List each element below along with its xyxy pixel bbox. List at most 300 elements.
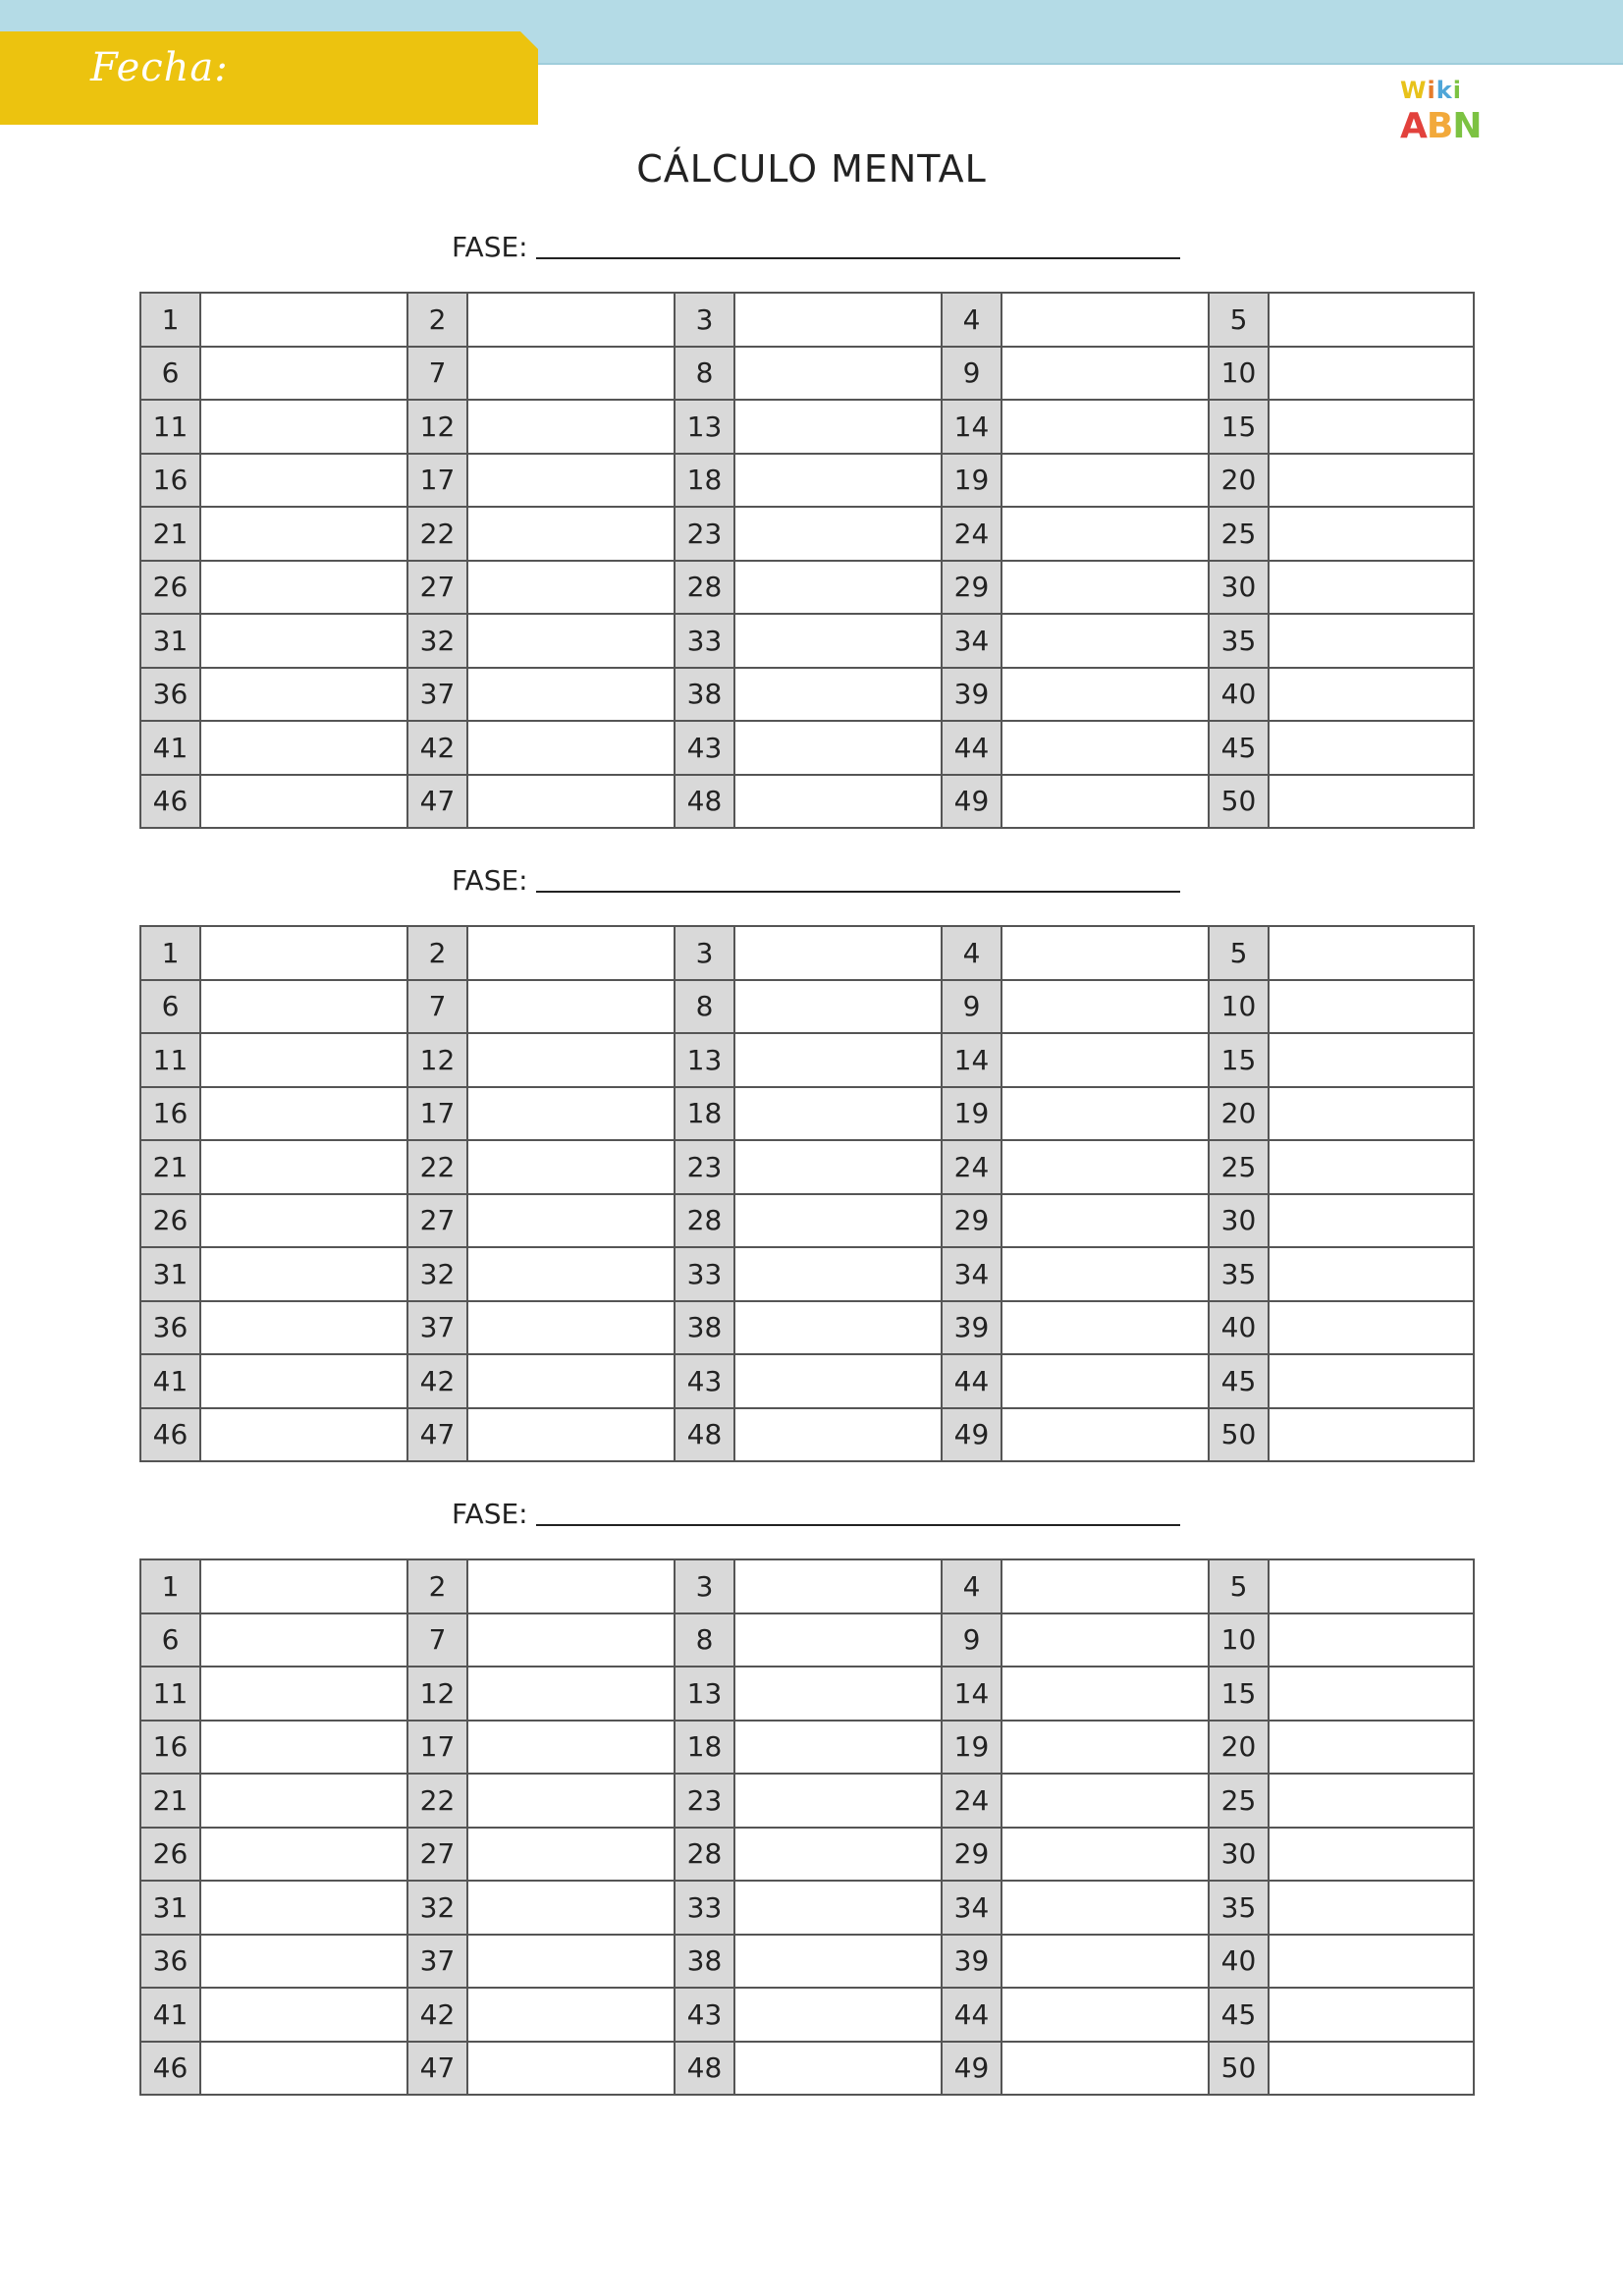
table-row — [140, 400, 1474, 454]
answer-cell[interactable] — [200, 1667, 407, 1721]
answer-cell[interactable] — [734, 926, 942, 980]
fase-input-line[interactable] — [536, 891, 1180, 893]
question-number: 30 — [1209, 1194, 1269, 1248]
answer-cell[interactable] — [1001, 1721, 1209, 1775]
question-number: 35 — [1209, 1881, 1269, 1935]
top-band-divider — [538, 63, 1623, 65]
question-number: 48 — [675, 2042, 734, 2096]
answer-cell[interactable] — [734, 1087, 942, 1141]
question-number: 15 — [1209, 1667, 1269, 1721]
question-number: 30 — [1209, 561, 1269, 615]
question-number: 7 — [407, 347, 467, 401]
wiki-abn-logo — [1400, 77, 1482, 153]
answer-cell[interactable] — [200, 1828, 407, 1882]
answer-cell[interactable] — [467, 721, 675, 775]
question-number: 35 — [1209, 1247, 1269, 1301]
answer-cell[interactable] — [467, 561, 675, 615]
answer-cell[interactable] — [467, 614, 675, 668]
question-number: 33 — [675, 1247, 734, 1301]
answer-cell[interactable] — [1001, 926, 1209, 980]
answer-cell[interactable] — [467, 1087, 675, 1141]
answer-cell[interactable] — [734, 347, 942, 401]
fase-input-line[interactable] — [536, 1524, 1180, 1526]
table-row — [140, 1559, 1474, 1613]
question-number: 2 — [407, 1559, 467, 1613]
answer-cell[interactable] — [467, 1828, 675, 1882]
answer-cell[interactable] — [1269, 1140, 1474, 1194]
answer-cell[interactable] — [467, 1301, 675, 1355]
answer-cell[interactable] — [200, 1559, 407, 1613]
answer-cell[interactable] — [1001, 1194, 1209, 1248]
answer-cell[interactable] — [1269, 400, 1474, 454]
answer-cell[interactable] — [1001, 721, 1209, 775]
answer-cell[interactable] — [1269, 1247, 1474, 1301]
table-row — [140, 1247, 1474, 1301]
answer-cell[interactable] — [200, 1140, 407, 1194]
answer-cell[interactable] — [734, 721, 942, 775]
logo-letter: W — [1400, 77, 1428, 104]
answer-cell[interactable] — [200, 1613, 407, 1667]
answer-cell[interactable] — [1269, 454, 1474, 508]
question-number: 20 — [1209, 1087, 1269, 1141]
answer-cell[interactable] — [734, 293, 942, 347]
question-number: 28 — [675, 561, 734, 615]
fase-row — [452, 224, 1180, 263]
answer-cell[interactable] — [200, 1033, 407, 1087]
answer-cell[interactable] — [200, 980, 407, 1034]
answer-cell[interactable] — [200, 1354, 407, 1408]
question-number: 2 — [407, 926, 467, 980]
answer-cell[interactable] — [467, 454, 675, 508]
question-number: 46 — [140, 2042, 200, 2096]
answer-cell[interactable] — [734, 1033, 942, 1087]
question-number: 39 — [942, 668, 1001, 722]
answer-cell[interactable] — [467, 1408, 675, 1462]
answer-cell[interactable] — [200, 1408, 407, 1462]
question-number: 27 — [407, 1828, 467, 1882]
table-row — [140, 561, 1474, 615]
answer-cell[interactable] — [1001, 1354, 1209, 1408]
question-number: 24 — [942, 1140, 1001, 1194]
answer-cell[interactable] — [200, 400, 407, 454]
question-number: 3 — [675, 926, 734, 980]
table-row — [140, 1774, 1474, 1828]
answer-cell[interactable] — [1269, 1033, 1474, 1087]
answer-cell[interactable] — [734, 1613, 942, 1667]
question-number: 35 — [1209, 614, 1269, 668]
question-number: 48 — [675, 1408, 734, 1462]
question-number: 40 — [1209, 1935, 1269, 1989]
table-row — [140, 507, 1474, 561]
answer-cell[interactable] — [1269, 721, 1474, 775]
fecha-tab — [0, 31, 538, 125]
answer-cell[interactable] — [467, 1774, 675, 1828]
answer-cell[interactable] — [467, 1354, 675, 1408]
logo-letter: B — [1426, 106, 1453, 146]
answer-cell[interactable] — [200, 1247, 407, 1301]
table-row — [140, 1301, 1474, 1355]
question-number: 28 — [675, 1194, 734, 1248]
answer-cell[interactable] — [200, 775, 407, 829]
answer-cell[interactable] — [467, 347, 675, 401]
question-number: 9 — [942, 980, 1001, 1034]
answer-cell[interactable] — [1001, 1301, 1209, 1355]
question-number: 32 — [407, 614, 467, 668]
question-number: 42 — [407, 1988, 467, 2042]
question-number: 10 — [1209, 980, 1269, 1034]
question-number: 43 — [675, 1988, 734, 2042]
question-number: 44 — [942, 721, 1001, 775]
question-number: 23 — [675, 507, 734, 561]
answer-cell[interactable] — [734, 614, 942, 668]
answer-cell[interactable] — [467, 1613, 675, 1667]
answer-cell[interactable] — [1001, 1247, 1209, 1301]
question-number: 22 — [407, 1140, 467, 1194]
fase-row — [452, 1491, 1180, 1530]
answer-cell[interactable] — [467, 1559, 675, 1613]
answer-cell[interactable] — [200, 1881, 407, 1935]
answer-cell[interactable] — [1269, 1881, 1474, 1935]
answer-cell[interactable] — [467, 1194, 675, 1248]
answer-cell[interactable] — [734, 1140, 942, 1194]
fecha-label: Fecha: — [90, 45, 229, 90]
answer-cell[interactable] — [1269, 1301, 1474, 1355]
question-number: 31 — [140, 614, 200, 668]
answer-cell[interactable] — [1269, 1087, 1474, 1141]
question-number: 15 — [1209, 1033, 1269, 1087]
answer-cell[interactable] — [1001, 293, 1209, 347]
question-number: 20 — [1209, 454, 1269, 508]
question-number: 13 — [675, 400, 734, 454]
answer-cell[interactable] — [1001, 668, 1209, 722]
question-number: 9 — [942, 347, 1001, 401]
answer-cell[interactable] — [200, 668, 407, 722]
question-number: 38 — [675, 668, 734, 722]
question-number: 12 — [407, 400, 467, 454]
answer-cell[interactable] — [1001, 1559, 1209, 1613]
answer-cell[interactable] — [467, 293, 675, 347]
logo-letter: i — [1452, 77, 1462, 104]
question-number: 49 — [942, 1408, 1001, 1462]
answer-cell[interactable] — [1269, 926, 1474, 980]
answer-cell[interactable] — [200, 561, 407, 615]
logo-letter: k — [1435, 77, 1453, 104]
question-number: 45 — [1209, 1988, 1269, 2042]
answer-cell[interactable] — [1001, 400, 1209, 454]
table-row — [140, 1354, 1474, 1408]
question-number: 16 — [140, 1721, 200, 1775]
answer-cell[interactable] — [1269, 1988, 1474, 2042]
table-row — [140, 1087, 1474, 1141]
answer-cell[interactable] — [734, 1881, 942, 1935]
question-number: 21 — [140, 1140, 200, 1194]
answer-cell[interactable] — [1001, 561, 1209, 615]
question-number: 5 — [1209, 1559, 1269, 1613]
question-number: 1 — [140, 293, 200, 347]
question-number: 6 — [140, 980, 200, 1034]
question-number: 17 — [407, 454, 467, 508]
answer-cell[interactable] — [734, 1988, 942, 2042]
answer-cell[interactable] — [734, 1194, 942, 1248]
question-number: 22 — [407, 507, 467, 561]
question-number: 36 — [140, 1935, 200, 1989]
question-number: 40 — [1209, 668, 1269, 722]
question-number: 36 — [140, 668, 200, 722]
question-number: 10 — [1209, 1613, 1269, 1667]
question-number: 3 — [675, 293, 734, 347]
table-row — [140, 454, 1474, 508]
answer-cell[interactable] — [734, 1721, 942, 1775]
question-number: 50 — [1209, 2042, 1269, 2096]
answer-cell[interactable] — [200, 2042, 407, 2096]
answer-cell[interactable] — [1269, 775, 1474, 829]
answer-cell[interactable] — [200, 1774, 407, 1828]
table-row — [140, 347, 1474, 401]
answer-cell[interactable] — [734, 561, 942, 615]
question-number: 47 — [407, 775, 467, 829]
answer-cell[interactable] — [200, 1301, 407, 1355]
fase-label: FASE: — [452, 231, 528, 263]
answer-cell[interactable] — [1001, 2042, 1209, 2096]
table-row — [140, 1881, 1474, 1935]
question-number: 38 — [675, 1301, 734, 1355]
answer-cell[interactable] — [734, 1301, 942, 1355]
answer-cell[interactable] — [734, 507, 942, 561]
answer-cell[interactable] — [734, 454, 942, 508]
answer-cell[interactable] — [467, 400, 675, 454]
answer-cell[interactable] — [467, 1667, 675, 1721]
question-number: 1 — [140, 926, 200, 980]
answer-cell[interactable] — [1001, 1613, 1209, 1667]
question-number: 7 — [407, 1613, 467, 1667]
logo-abn-text — [1400, 106, 1481, 146]
question-number: 11 — [140, 1667, 200, 1721]
answer-cell[interactable] — [1269, 1559, 1474, 1613]
question-number: 20 — [1209, 1721, 1269, 1775]
answer-cell[interactable] — [1001, 614, 1209, 668]
question-number: 48 — [675, 775, 734, 829]
answer-cell[interactable] — [1001, 1935, 1209, 1989]
question-number: 4 — [942, 926, 1001, 980]
fase-label: FASE: — [452, 864, 528, 897]
answer-cell[interactable] — [1001, 1140, 1209, 1194]
answer-cell[interactable] — [467, 1935, 675, 1989]
table-row — [140, 1613, 1474, 1667]
answer-cell[interactable] — [467, 1033, 675, 1087]
answer-cell[interactable] — [734, 1247, 942, 1301]
table-row — [140, 668, 1474, 722]
question-number: 41 — [140, 1354, 200, 1408]
question-number: 17 — [407, 1721, 467, 1775]
answer-cell[interactable] — [467, 1140, 675, 1194]
question-number: 33 — [675, 614, 734, 668]
fase-input-line[interactable] — [536, 257, 1180, 259]
answer-cell[interactable] — [1269, 1194, 1474, 1248]
question-number: 31 — [140, 1881, 200, 1935]
answer-cell[interactable] — [200, 721, 407, 775]
question-number: 3 — [675, 1559, 734, 1613]
question-number: 14 — [942, 1033, 1001, 1087]
answer-cell[interactable] — [734, 1559, 942, 1613]
answer-cell[interactable] — [1001, 1774, 1209, 1828]
answer-cell[interactable] — [200, 1988, 407, 2042]
question-number: 25 — [1209, 507, 1269, 561]
question-number: 8 — [675, 1613, 734, 1667]
answer-cell[interactable] — [1269, 561, 1474, 615]
question-number: 19 — [942, 1087, 1001, 1141]
answer-cell[interactable] — [467, 1881, 675, 1935]
answer-cell[interactable] — [200, 347, 407, 401]
question-number: 42 — [407, 1354, 467, 1408]
fase-row — [452, 857, 1180, 897]
question-number: 8 — [675, 980, 734, 1034]
answer-cell[interactable] — [1269, 293, 1474, 347]
answer-cell[interactable] — [734, 980, 942, 1034]
answer-cell[interactable] — [734, 2042, 942, 2096]
answer-cell[interactable] — [734, 775, 942, 829]
question-number: 28 — [675, 1828, 734, 1882]
table-row — [140, 1408, 1474, 1462]
question-number: 13 — [675, 1667, 734, 1721]
question-number: 11 — [140, 400, 200, 454]
answer-cell[interactable] — [1001, 454, 1209, 508]
question-number: 41 — [140, 1988, 200, 2042]
answer-cell[interactable] — [1269, 1828, 1474, 1882]
answer-cell[interactable] — [467, 1988, 675, 2042]
calculation-table — [139, 1558, 1475, 2096]
question-number: 45 — [1209, 721, 1269, 775]
answer-cell[interactable] — [467, 1721, 675, 1775]
answer-cell[interactable] — [1269, 507, 1474, 561]
question-number: 25 — [1209, 1140, 1269, 1194]
question-number: 36 — [140, 1301, 200, 1355]
question-number: 43 — [675, 1354, 734, 1408]
answer-cell[interactable] — [200, 926, 407, 980]
answer-cell[interactable] — [1001, 1033, 1209, 1087]
answer-cell[interactable] — [1269, 1354, 1474, 1408]
answer-cell[interactable] — [734, 400, 942, 454]
answer-cell[interactable] — [1269, 980, 1474, 1034]
answer-cell[interactable] — [467, 668, 675, 722]
question-number: 18 — [675, 1721, 734, 1775]
answer-cell[interactable] — [1001, 1881, 1209, 1935]
question-number: 41 — [140, 721, 200, 775]
calculation-table — [139, 292, 1475, 829]
answer-cell[interactable] — [1269, 347, 1474, 401]
question-number: 29 — [942, 561, 1001, 615]
question-number: 10 — [1209, 347, 1269, 401]
question-number: 44 — [942, 1354, 1001, 1408]
question-number: 30 — [1209, 1828, 1269, 1882]
answer-cell[interactable] — [200, 1721, 407, 1775]
question-number: 18 — [675, 1087, 734, 1141]
question-number: 50 — [1209, 1408, 1269, 1462]
question-number: 4 — [942, 1559, 1001, 1613]
question-number: 34 — [942, 1881, 1001, 1935]
answer-cell[interactable] — [1269, 2042, 1474, 2096]
answer-cell[interactable] — [1269, 668, 1474, 722]
answer-cell[interactable] — [200, 1087, 407, 1141]
answer-cell[interactable] — [1269, 1721, 1474, 1775]
answer-cell[interactable] — [467, 507, 675, 561]
answer-cell[interactable] — [1001, 347, 1209, 401]
question-number: 24 — [942, 1774, 1001, 1828]
page-title: CÁLCULO MENTAL — [636, 147, 987, 191]
answer-cell[interactable] — [200, 454, 407, 508]
answer-cell[interactable] — [1001, 1988, 1209, 2042]
question-number: 4 — [942, 293, 1001, 347]
answer-cell[interactable] — [734, 1935, 942, 1989]
question-number: 7 — [407, 980, 467, 1034]
answer-cell[interactable] — [1001, 1408, 1209, 1462]
table-row — [140, 1033, 1474, 1087]
answer-cell[interactable] — [467, 980, 675, 1034]
question-number: 8 — [675, 347, 734, 401]
question-number: 1 — [140, 1559, 200, 1613]
question-number: 23 — [675, 1774, 734, 1828]
question-number: 29 — [942, 1828, 1001, 1882]
answer-cell[interactable] — [1269, 1935, 1474, 1989]
answer-cell[interactable] — [467, 775, 675, 829]
question-number: 33 — [675, 1881, 734, 1935]
question-number: 27 — [407, 561, 467, 615]
answer-cell[interactable] — [1001, 980, 1209, 1034]
answer-cell[interactable] — [1001, 507, 1209, 561]
question-number: 25 — [1209, 1774, 1269, 1828]
table-row — [140, 1194, 1474, 1248]
fase-label: FASE: — [452, 1498, 528, 1530]
answer-cell[interactable] — [1001, 775, 1209, 829]
table-row — [140, 1140, 1474, 1194]
answer-cell[interactable] — [200, 293, 407, 347]
answer-cell[interactable] — [200, 1194, 407, 1248]
question-number: 38 — [675, 1935, 734, 1989]
answer-cell[interactable] — [1269, 1774, 1474, 1828]
question-number: 37 — [407, 668, 467, 722]
answer-cell[interactable] — [734, 1408, 942, 1462]
question-number: 46 — [140, 1408, 200, 1462]
logo-letter: A — [1400, 106, 1427, 146]
answer-cell[interactable] — [1269, 614, 1474, 668]
answer-cell[interactable] — [200, 614, 407, 668]
question-number: 12 — [407, 1667, 467, 1721]
answer-cell[interactable] — [1269, 1613, 1474, 1667]
answer-cell[interactable] — [734, 1354, 942, 1408]
answer-cell[interactable] — [1001, 1828, 1209, 1882]
question-number: 26 — [140, 1828, 200, 1882]
table-row — [140, 1988, 1474, 2042]
answer-cell[interactable] — [1269, 1408, 1474, 1462]
answer-cell[interactable] — [1269, 1667, 1474, 1721]
answer-cell[interactable] — [734, 668, 942, 722]
answer-cell[interactable] — [1001, 1087, 1209, 1141]
answer-cell[interactable] — [200, 1935, 407, 1989]
question-number: 5 — [1209, 293, 1269, 347]
answer-cell[interactable] — [200, 507, 407, 561]
answer-cell[interactable] — [467, 1247, 675, 1301]
answer-cell[interactable] — [734, 1828, 942, 1882]
answer-cell[interactable] — [734, 1774, 942, 1828]
answer-cell[interactable] — [467, 926, 675, 980]
question-number: 16 — [140, 1087, 200, 1141]
table-row — [140, 926, 1474, 980]
table-row — [140, 775, 1474, 829]
answer-cell[interactable] — [1001, 1667, 1209, 1721]
answer-cell[interactable] — [734, 1667, 942, 1721]
question-number: 6 — [140, 347, 200, 401]
answer-cell[interactable] — [467, 2042, 675, 2096]
table-row — [140, 2042, 1474, 2096]
